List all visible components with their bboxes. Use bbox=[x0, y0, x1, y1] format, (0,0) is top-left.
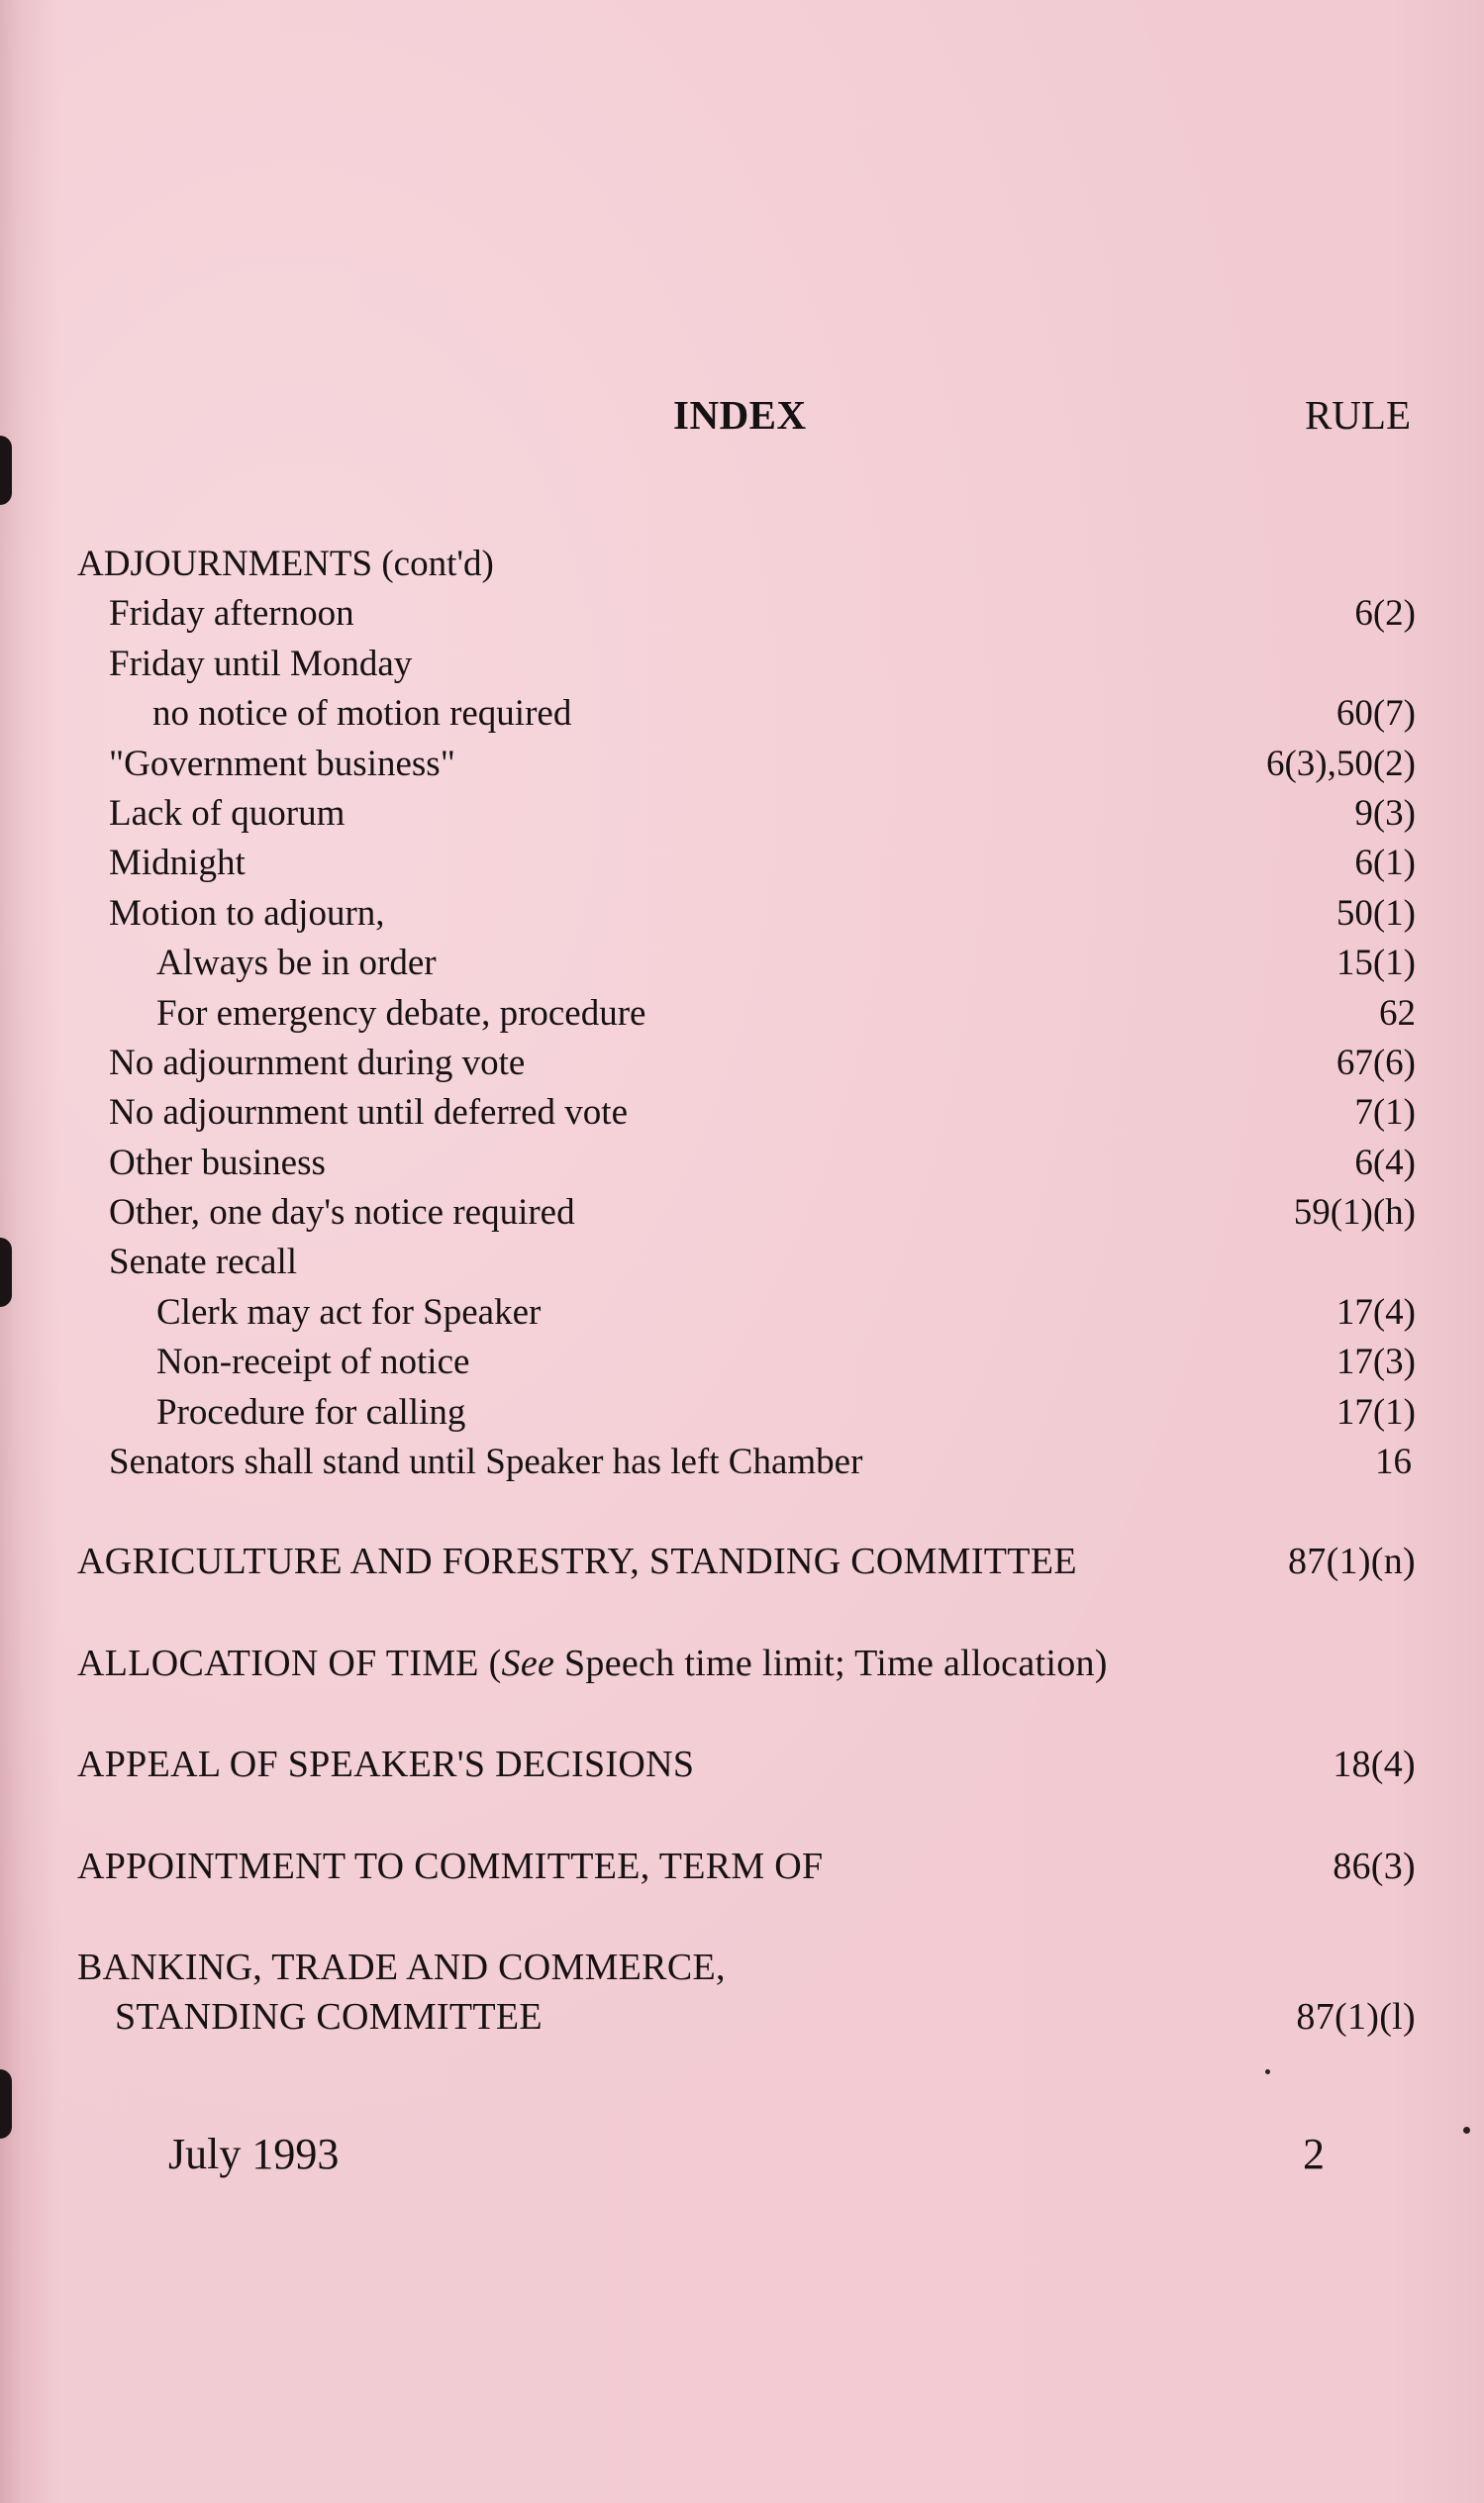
entry-label: Non-receipt of notice bbox=[156, 1342, 470, 1383]
list-item bbox=[77, 1039, 1416, 1088]
list-item bbox=[77, 889, 1416, 939]
entry-label: APPEAL OF SPEAKER'S DECISIONS bbox=[77, 1744, 695, 1786]
index-list bbox=[77, 540, 1416, 2043]
entry-label: Always be in order bbox=[156, 943, 437, 984]
list-item bbox=[77, 1238, 1416, 1287]
entry-rule: 50(1) bbox=[1336, 892, 1416, 934]
list-item bbox=[77, 789, 1416, 839]
entry-rule: 60(7) bbox=[1336, 693, 1416, 735]
see-reference: See bbox=[501, 1642, 555, 1684]
entry-rule: 6(3),50(2) bbox=[1265, 743, 1416, 784]
entry-label: "Government business" bbox=[109, 743, 455, 784]
entry-label-part: Speech time limit; Time allocation) bbox=[554, 1642, 1108, 1684]
entry-rule: 87(1)(l) bbox=[1296, 1996, 1416, 2039]
entry-label bbox=[77, 1639, 1108, 1688]
list-item bbox=[77, 689, 1416, 739]
spacer bbox=[77, 1790, 1416, 1842]
binding-hole bbox=[0, 1238, 12, 1307]
entry-rule: 86(3) bbox=[1333, 1845, 1416, 1887]
page-title: INDEX bbox=[673, 392, 807, 438]
entry-rule: 87(1)(n) bbox=[1287, 1541, 1416, 1583]
entry-label-continued: STANDING COMMITTEE bbox=[115, 1996, 543, 2039]
list-item bbox=[77, 1288, 1416, 1338]
list-item bbox=[77, 839, 1416, 888]
entry-label: AGRICULTURE AND FORESTRY, STANDING COMMITTEE bbox=[77, 1541, 1077, 1583]
list-item bbox=[77, 1992, 1416, 2042]
entry-label: Clerk may act for Speaker bbox=[156, 1291, 542, 1333]
entry-label-part: ALLOCATION OF TIME ( bbox=[77, 1642, 502, 1684]
list-item bbox=[77, 1639, 1416, 1688]
entry-rule: 7(1) bbox=[1354, 1092, 1416, 1134]
footer-date: July 1993 bbox=[168, 2130, 340, 2178]
entry-label: Procedure for calling bbox=[156, 1391, 466, 1433]
entry-rule: 15(1) bbox=[1336, 943, 1416, 984]
entry-rule: 67(6) bbox=[1336, 1042, 1416, 1083]
list-item bbox=[77, 1188, 1416, 1238]
entry-label: ADJOURNMENTS (cont'd) bbox=[77, 544, 494, 584]
entry-rule: 9(3) bbox=[1354, 792, 1416, 834]
entry-label: No adjournment until deferred vote bbox=[109, 1092, 628, 1134]
list-item bbox=[77, 740, 1416, 789]
list-item bbox=[77, 1388, 1416, 1438]
entry-rule: 17(3) bbox=[1336, 1342, 1416, 1383]
list-item bbox=[77, 540, 1416, 589]
entry-label: Other business bbox=[109, 1142, 326, 1183]
entry-label: APPOINTMENT TO COMMITTEE, TERM OF bbox=[77, 1845, 824, 1887]
binding-hole bbox=[0, 436, 12, 505]
spacer bbox=[77, 1487, 1416, 1537]
list-item bbox=[77, 1088, 1416, 1138]
list-item bbox=[77, 1943, 1416, 1992]
list-item bbox=[77, 1139, 1416, 1188]
entry-rule: 62 bbox=[1379, 992, 1416, 1034]
entry-rule: 16 bbox=[1375, 1442, 1412, 1483]
entry-label: Friday afternoon bbox=[109, 593, 354, 635]
list-item bbox=[77, 1338, 1416, 1387]
entry-label: no notice of motion required bbox=[152, 693, 572, 735]
entry-label: Senators shall stand until Speaker has left Chamber bbox=[109, 1442, 863, 1483]
entry-label: BANKING, TRADE AND COMMERCE, bbox=[77, 1946, 726, 1988]
list-item bbox=[77, 1537, 1416, 1586]
list-item bbox=[77, 640, 1416, 689]
page-header bbox=[0, 391, 1484, 441]
list-item bbox=[77, 1740, 1416, 1789]
column-header-rule: RULE bbox=[1304, 392, 1411, 438]
spacer bbox=[77, 1688, 1416, 1740]
entry-label: Lack of quorum bbox=[109, 792, 346, 834]
entry-rule: 17(1) bbox=[1336, 1391, 1416, 1433]
entry-rule: 59(1)(h) bbox=[1293, 1192, 1416, 1234]
entry-label: For emergency debate, procedure bbox=[156, 992, 646, 1034]
entry-rule: 18(4) bbox=[1333, 1744, 1416, 1786]
list-item bbox=[77, 1842, 1416, 1891]
entry-rule: 6(2) bbox=[1354, 593, 1416, 635]
page-footer bbox=[0, 2129, 1484, 2198]
page-number: 2 bbox=[1303, 2130, 1325, 2178]
list-item bbox=[77, 589, 1416, 639]
list-item bbox=[77, 989, 1416, 1039]
speck bbox=[1265, 2069, 1270, 2074]
list-item bbox=[77, 1438, 1416, 1487]
entry-label: No adjournment during vote bbox=[109, 1042, 526, 1083]
entry-rule: 17(4) bbox=[1336, 1291, 1416, 1333]
entry-label: Friday until Monday bbox=[109, 643, 413, 684]
entry-label: Motion to adjourn, bbox=[109, 892, 385, 934]
entry-rule: 6(1) bbox=[1354, 843, 1416, 884]
entry-label: Midnight bbox=[109, 843, 246, 884]
spacer bbox=[77, 1891, 1416, 1943]
list-item bbox=[77, 939, 1416, 988]
entry-rule: 6(4) bbox=[1354, 1142, 1416, 1183]
entry-label: Senate recall bbox=[109, 1242, 298, 1283]
entry-label: Other, one day's notice required bbox=[109, 1192, 575, 1234]
spacer bbox=[77, 1587, 1416, 1639]
